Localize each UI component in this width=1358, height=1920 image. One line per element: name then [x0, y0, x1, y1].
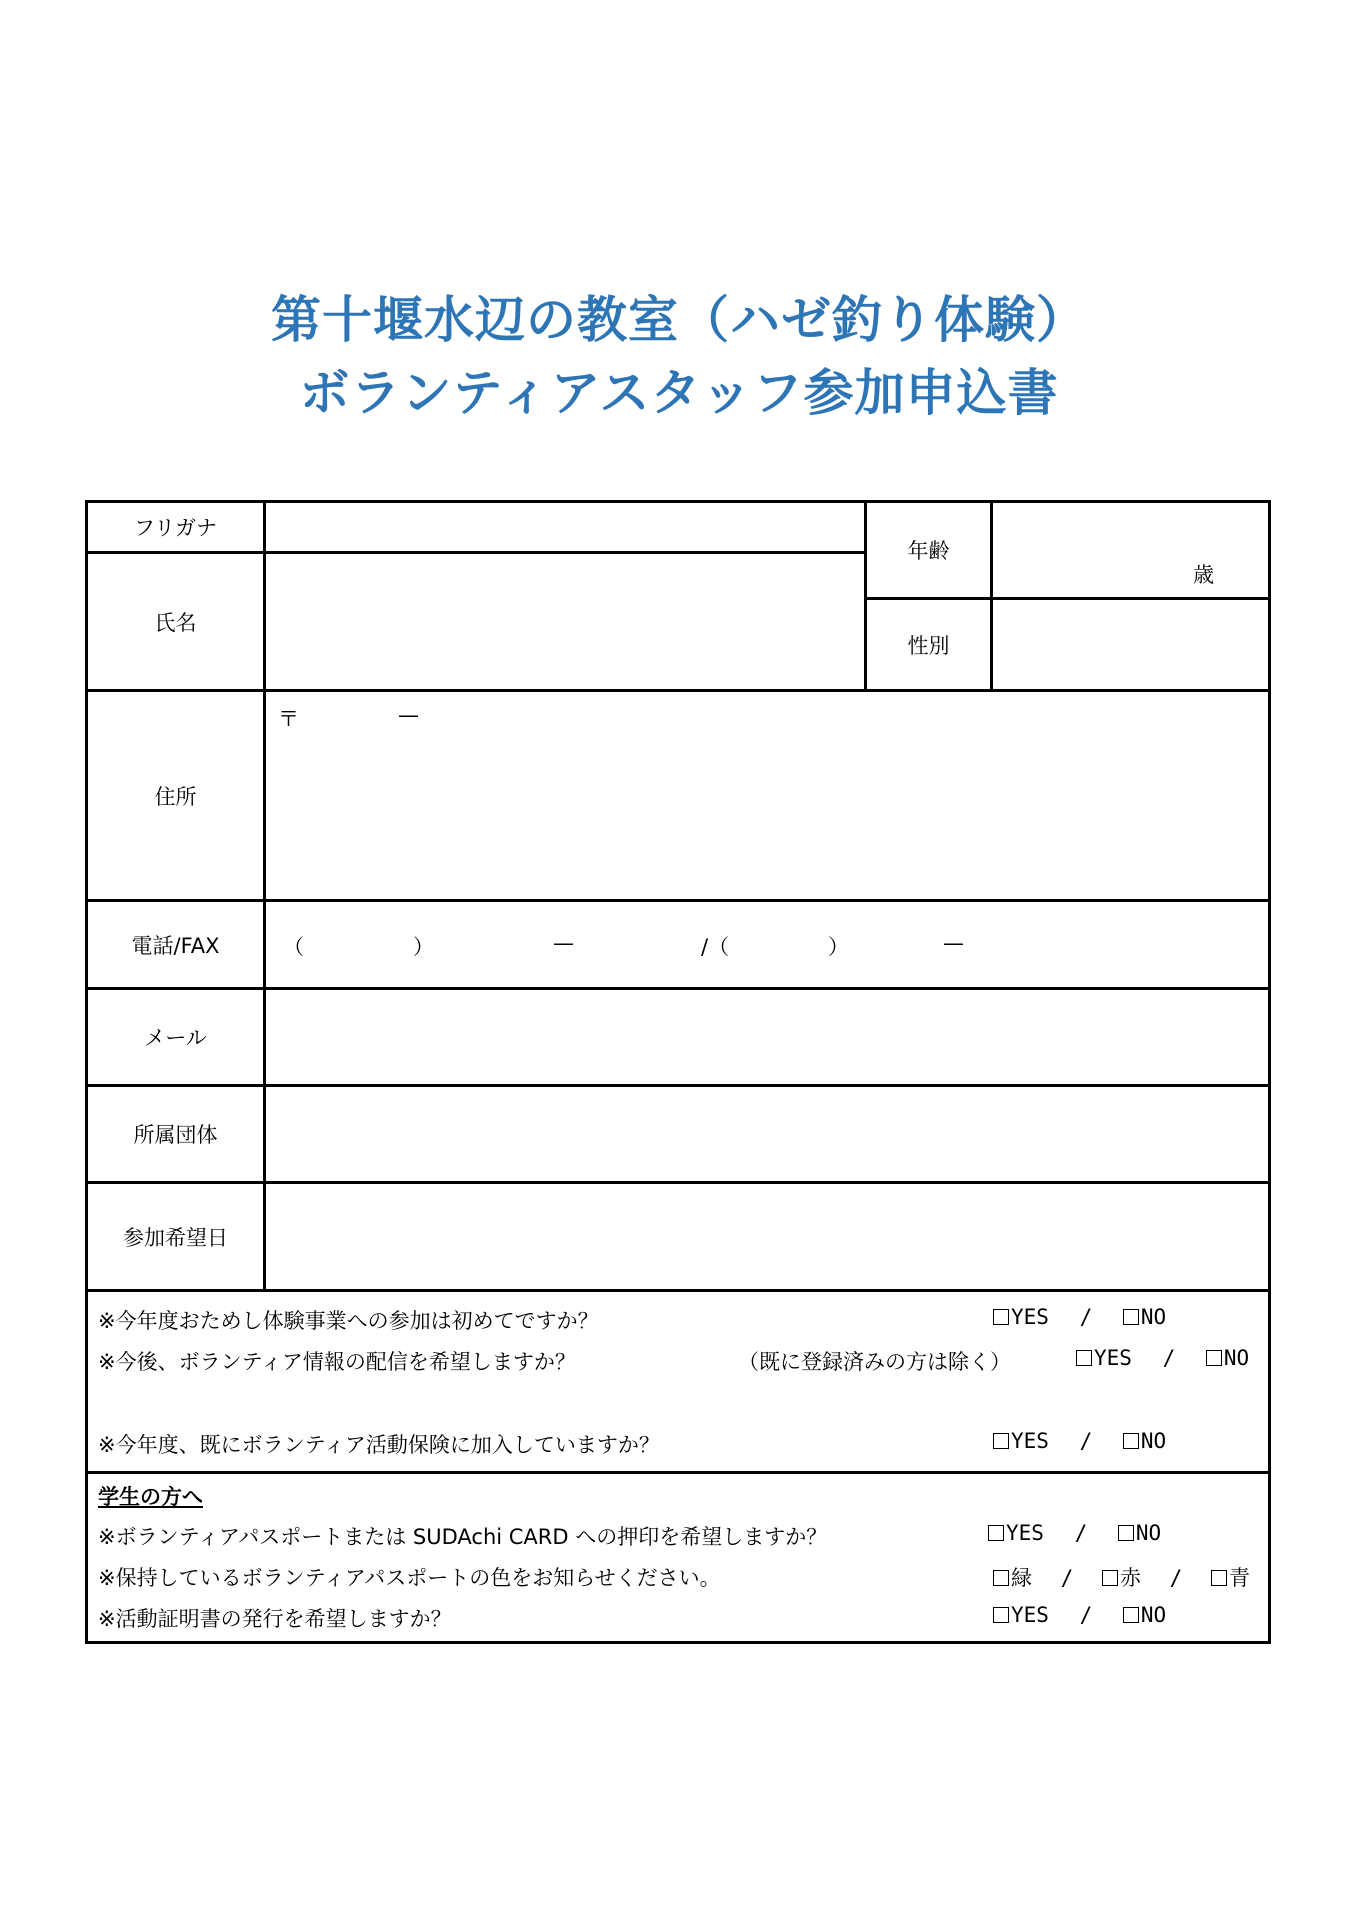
divider	[88, 1471, 1271, 1474]
postal-dash: —	[398, 703, 419, 727]
phone-fax-label: 電話/FAX	[131, 933, 220, 958]
fax-open-paren: /（	[701, 935, 730, 959]
checkbox[interactable]	[993, 1607, 1009, 1623]
organization-label: 所属団体	[133, 1123, 218, 1147]
question-passport-stamp: ※ボランティアパスポートまたは SUDAchi CARD への押印を希望しますか？	[98, 1525, 828, 1549]
participation-date-field[interactable]	[266, 1184, 1271, 1289]
name-field[interactable]	[266, 554, 864, 689]
participation-date-label: 参加希望日	[123, 1225, 228, 1250]
sq1-options: YES / NO	[988, 1521, 1161, 1545]
gender-field[interactable]	[993, 600, 1271, 689]
postal-mark: 〒	[278, 707, 299, 731]
q3-options: YES / NO	[993, 1429, 1166, 1453]
question-certificate: ※活動証明書の発行を希望しますか？	[98, 1607, 452, 1631]
checkbox[interactable]	[1118, 1525, 1134, 1541]
email-field[interactable]	[266, 990, 1271, 1084]
question-insurance: ※今年度、既にボランティア活動保険に加入していますか？	[98, 1433, 660, 1457]
checkbox[interactable]	[1123, 1433, 1139, 1449]
question-first-time: ※今年度おためし体験事業への参加は初めてですか？	[98, 1309, 599, 1333]
gender-label: 性別	[907, 633, 950, 658]
question-newsletter-note: （既に登録済みの方は除く）	[738, 1350, 1011, 1374]
q1-options: YES / NO	[993, 1305, 1166, 1329]
application-form	[85, 500, 1271, 1644]
address-label: 住所	[154, 784, 197, 809]
question-passport-color: ※保持しているボランティアパスポートの色をお知らせください。	[98, 1566, 721, 1590]
form-title-line2: ボランティアスタッフ参加申込書	[299, 364, 1059, 422]
checkbox[interactable]	[1102, 1570, 1118, 1586]
fax-close-paren: ）	[828, 935, 849, 959]
sq3-options: YES / NO	[993, 1603, 1166, 1627]
furigana-field[interactable]	[266, 503, 864, 551]
checkbox[interactable]	[1076, 1350, 1092, 1366]
form-title-line1: 第十堰水辺の教室（ハゼ釣り体験）	[271, 291, 1087, 349]
checkbox[interactable]	[993, 1570, 1009, 1586]
phone-close-paren: ）	[413, 935, 434, 959]
sq2-options: 緑 / 赤 / 青	[993, 1562, 1250, 1592]
checkbox[interactable]	[988, 1525, 1004, 1541]
divider	[88, 1289, 1271, 1292]
name-label: 氏名	[154, 610, 197, 635]
checkbox[interactable]	[1123, 1607, 1139, 1623]
phone-open-paren: （	[283, 935, 304, 959]
phone-dash: —	[553, 931, 574, 955]
question-newsletter: ※今後、ボランティア情報の配信を希望しますか？	[98, 1350, 576, 1374]
age-field[interactable]	[993, 503, 1271, 597]
fax-dash: —	[943, 931, 964, 955]
checkbox[interactable]	[1123, 1309, 1139, 1325]
q2-options: YES / NO	[1076, 1346, 1249, 1370]
organization-field[interactable]	[266, 1087, 1271, 1181]
age-unit: 歳	[1193, 563, 1214, 587]
age-label: 年齢	[907, 539, 950, 563]
email-label: メール	[144, 1026, 207, 1050]
checkbox[interactable]	[1206, 1350, 1222, 1366]
students-heading: 学生の方へ	[98, 1485, 203, 1509]
checkbox[interactable]	[1211, 1570, 1227, 1586]
furigana-label: フリガナ	[134, 516, 217, 540]
checkbox[interactable]	[993, 1309, 1009, 1325]
checkbox[interactable]	[993, 1433, 1009, 1449]
